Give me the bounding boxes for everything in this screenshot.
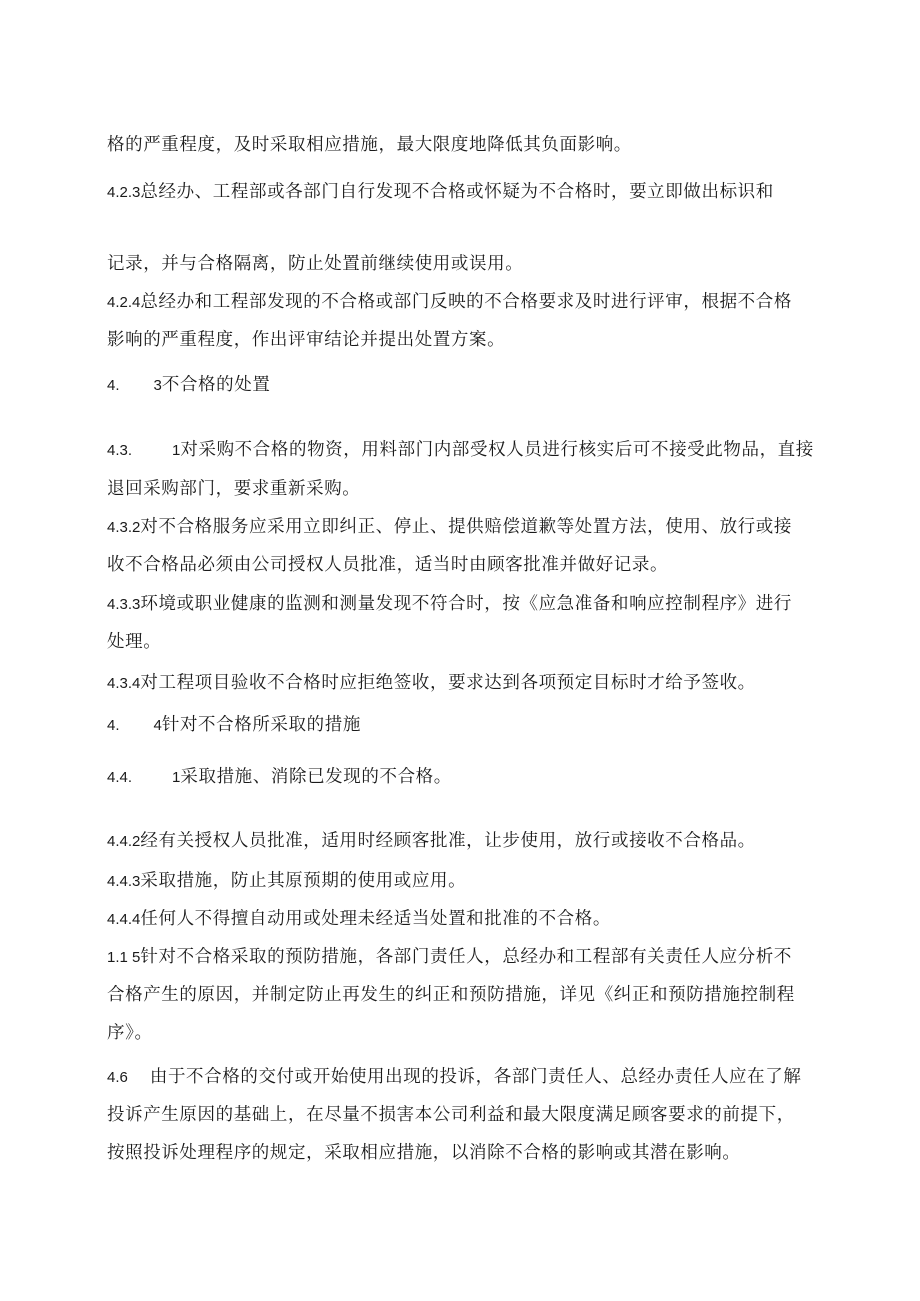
text-line: 影响的严重程度，作出评审结论并提出处置方案。 <box>107 330 506 350</box>
section-heading-4-3: 4. 3不合格的处置 <box>107 375 271 395</box>
clause-number: 4.4.4 <box>107 911 141 928</box>
text-line: 收不合格品必须由公司授权人员批准，适当时由顾客批准并做好记录。 <box>107 555 669 575</box>
text-line: 合格产生的原因，并制定防止再发生的纠正和预防措施，详见《纠正和预防措施控制程 <box>107 985 795 1005</box>
clause-number: 4. <box>107 377 120 394</box>
text-line: 序》。 <box>107 1023 153 1043</box>
clause-number: 4.3.2 <box>107 519 141 536</box>
clause-4-3-4: 4.3.4对工程项目验收不合格时应拒绝签收，要求达到各项预定目标时才给予签收。 <box>107 673 756 693</box>
clause-number: 4.4.3 <box>107 873 141 890</box>
clause-4-4-3: 4.4.3采取措施，防止其原预期的使用或应用。 <box>107 871 467 891</box>
clause-4-3-1: 4.3. 1对采购不合格的物资，用料部门内部受权人员进行核实后可不接受此物品，直接 <box>107 440 814 460</box>
text-line: 记录，并与合格隔离，防止处置前继续使用或误用。 <box>107 254 524 274</box>
clause-number: 4.4.2 <box>107 833 141 850</box>
clause-number: 4.3.4 <box>107 675 141 692</box>
clause-4-4-2: 4.4.2经有关授权人员批准，适用时经顾客批准，让步使用，放行或接收不合格品。 <box>107 831 756 851</box>
clause-number: 1.1 5 <box>107 949 141 966</box>
section-heading-4-4: 4. 4针对不合格所采取的措施 <box>107 715 361 735</box>
text-line: 按照投诉处理程序的规定，采取相应措施，以消除不合格的影响或其潜在影响。 <box>107 1143 741 1163</box>
clause-number: 4.2.4 <box>107 294 141 311</box>
clause-1-1-5: 1.1 5针对不合格采取的预防措施，各部门责任人，总经办和工程部有关责任人应分析不 <box>107 947 792 967</box>
clause-4-6: 4.6 由于不合格的交付或开始使用出现的投诉，各部门责任人、总经办责任人应在了解 <box>107 1067 802 1087</box>
clause-number: 4. <box>107 717 120 734</box>
clause-4-2-3: 4.2.3总经办、工程部或各部门自行发现不合格或怀疑为不合格时，要立即做出标识和 <box>107 182 774 202</box>
clause-4-4-1: 4.4. 1采取措施、消除已发现的不合格。 <box>107 767 452 787</box>
clause-4-3-3: 4.3.3环境或职业健康的监测和测量发现不符合时，按《应急准备和响应控制程序》进行 <box>107 594 792 614</box>
clause-number: 4.3. <box>107 442 133 459</box>
clause-number: 4.2.3 <box>107 184 141 201</box>
clause-4-3-2: 4.3.2对不合格服务应采用立即纠正、停止、提供赔偿道歉等处置方法，使用、放行或接 <box>107 517 792 537</box>
text-line: 格的严重程度，及时采取相应措施，最大限度地降低其负面影响。 <box>107 135 632 155</box>
text-line: 处理。 <box>107 632 162 652</box>
clause-number: 4.6 <box>107 1069 128 1086</box>
text-line: 退回采购部门，要求重新采购。 <box>107 479 361 499</box>
clause-number: 4.4. <box>107 769 133 786</box>
clause-number: 4.3.3 <box>107 596 141 613</box>
clause-4-2-4: 4.2.4总经办和工程部发现的不合格或部门反映的不合格要求及时进行评审，根据不合格 <box>107 292 792 312</box>
text-line: 投诉产生原因的基础上，在尽量不损害本公司利益和最大限度满足顾客要求的前提下， <box>107 1105 795 1125</box>
clause-4-4-4: 4.4.4任何人不得擅自动用或处理未经适当处置和批准的不合格。 <box>107 909 611 929</box>
